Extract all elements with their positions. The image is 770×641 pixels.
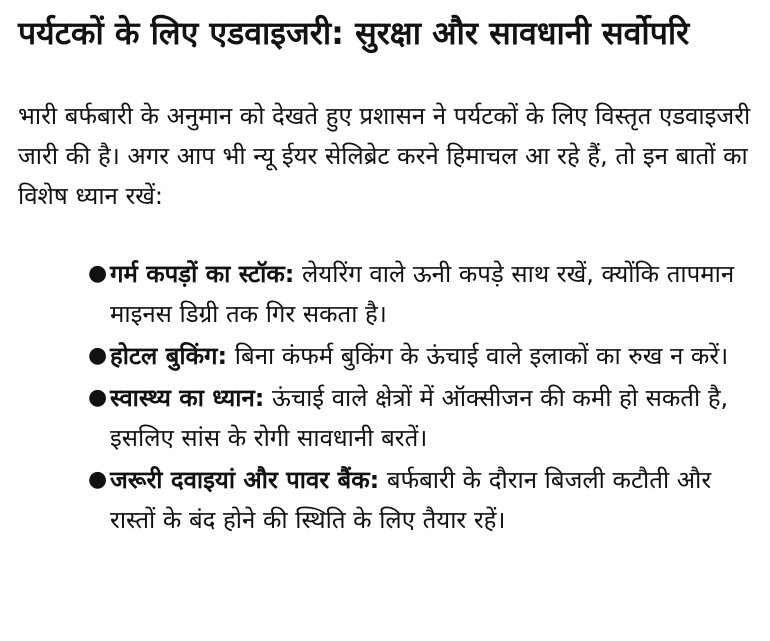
list-item: [88, 336, 758, 376]
tip-text: लेयरिंग वाले ऊनी कपड़े साथ रखें, क्योंकि तापमान माइनस डिग्री तक गिर सकता है।: [110, 260, 735, 328]
bullet-icon: ●: [88, 467, 108, 492]
list-item: [88, 378, 758, 458]
tip-label: जरूरी दवाइयां और पावर बैंक:: [110, 466, 380, 494]
list-item: [88, 254, 758, 334]
bullet-icon: ●: [88, 385, 108, 410]
tip-label: गर्म कपड़ों का स्टॉक:: [110, 260, 295, 288]
tip-label: स्वास्थ्य का ध्यान:: [110, 384, 265, 412]
list-item: [88, 460, 758, 540]
tip-text: बर्फबारी के दौरान बिजली कटौती और रास्तों के बंद होने की स्थिति के लिए तैयार रहें।: [110, 466, 712, 534]
tip-text: बिना कंफर्म बुकिंग के ऊंचाई वाले इलाकों का रुख न करें।: [227, 342, 729, 370]
bullet-icon: ●: [88, 261, 108, 286]
bullet-icon: ●: [88, 343, 108, 368]
article: [18, 8, 758, 542]
tip-label: होटल बुकिंग:: [110, 342, 228, 370]
tip-text: ऊंचाई वाले क्षेत्रों में ऑक्सीजन की कमी हो सकती है, इसलिए सांस के रोगी सावधानी बरतें।: [110, 384, 729, 452]
intro-paragraph: भारी बर्फबारी के अनुमान को देखते हुए प्रशासन ने पर्यटकों के लिए विस्तृत एडवाइजरी जारी की है। अगर आप भी न्यू ईयर सेलिब्रेट करने हिमाचल आ रहे हैं, तो इन बातों का विशेष ध्यान रखें:: [18, 102, 751, 210]
article-heading: पर्यटकों के लिए एडवाइजरी: सुरक्षा और सावधानी सर्वोपरि: [18, 14, 690, 52]
advisory-list: [18, 254, 758, 540]
